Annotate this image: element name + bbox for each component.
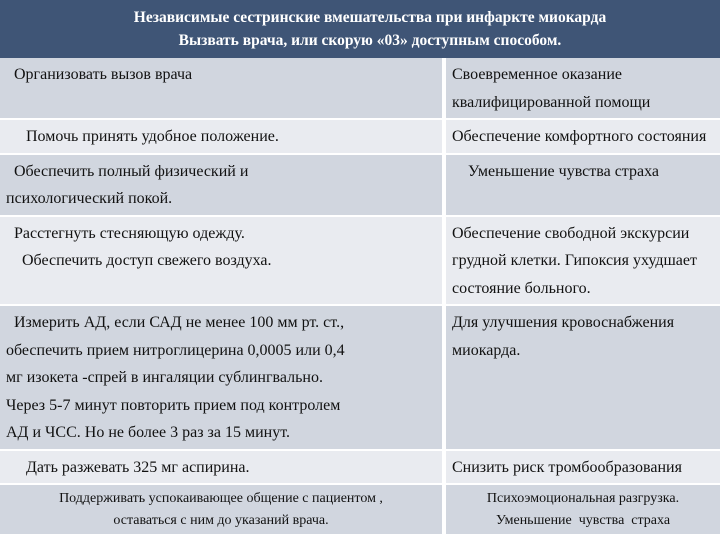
rationale-cell [444,58,720,119]
table-row [0,119,720,154]
intervention-text-line: Организовать вызов врача [6,66,193,83]
intervention-cell [0,154,444,216]
slide-title [0,0,720,58]
intervention-text-line: Дать разжевать 325 мг аспирина. [6,458,250,476]
rationale-text-line: Обеспечение комфортного состояния [452,128,707,145]
intervention-text-line: Обеспечить доступ свежего воздуха. [6,252,272,269]
table-row [0,305,720,450]
rationale-text-line: состояние больного. [452,279,591,297]
intervention-text-line: Расстегнуть стесняющую одежду. [6,224,245,242]
rationale-text-line: грудной клетки. Гипоксия ухудшает [452,252,697,269]
rationale-text-line: Для улучшения кровоснабжения [452,314,675,331]
intervention-text-line: Поддерживать успокаивающее общение с пациентом , [59,491,383,506]
intervention-cell [0,484,444,535]
intervention-text-line: обеспечить прием нитроглицерина 0,0005 или 0,4 [6,341,345,359]
rationale-cell [444,484,720,535]
rationale-text-line: Уменьшение чувства страха [452,162,659,180]
intervention-text-line: Через 5-7 минут повторить прием под контролем [6,396,341,414]
intervention-cell [0,216,444,306]
intervention-cell [0,305,444,450]
intervention-text-line: АД и ЧСС. Но не более 3 раз за 15 минут. [6,424,290,441]
table-row [0,450,720,485]
rationale-text-line: Психоэмоциональная разгрузка. [486,491,680,506]
rationale-cell [444,154,720,216]
rationale-text-line: квалифицированной помощи [452,93,651,111]
intervention-text-line: Обеспечить полный физический и [6,162,249,180]
intervention-cell [0,58,444,119]
title-line-2: Вызвать врача, или скорую «03» доступным способом. [178,32,562,49]
rationale-text-line: Своевременное оказание [452,66,622,83]
intervention-cell [0,119,444,154]
intervention-text-line: Измерить АД, если САД не менее 100 мм рт. ст., [6,314,345,331]
table-row [0,58,720,119]
interventions-table [0,58,720,536]
rationale-cell [444,216,720,306]
intervention-text-line: мг изокета -спрей в ингаляции сублингвально. [6,369,323,386]
intervention-cell [0,450,444,485]
rationale-cell [444,450,720,485]
intervention-text-line: Помочь принять удобное положение. [6,128,279,145]
table-row [0,154,720,216]
rationale-text-line: Уменьшение чувства страха [495,513,671,528]
table-row [0,484,720,535]
rationale-cell [444,305,720,450]
rationale-cell [444,119,720,154]
intervention-text-line: оставаться с ним до указаний врача. [113,513,329,528]
rationale-text-line: Снизить риск тромбообразования [452,458,682,476]
table-row [0,216,720,306]
rationale-text-line: миокарда. [452,341,521,359]
rationale-text-line: Обеспечение свободной экскурсии [452,224,690,242]
intervention-text-line: психологический покой. [6,190,173,207]
title-line-1: Независимые сестринские вмешательства при инфаркте миокарда [133,9,607,26]
